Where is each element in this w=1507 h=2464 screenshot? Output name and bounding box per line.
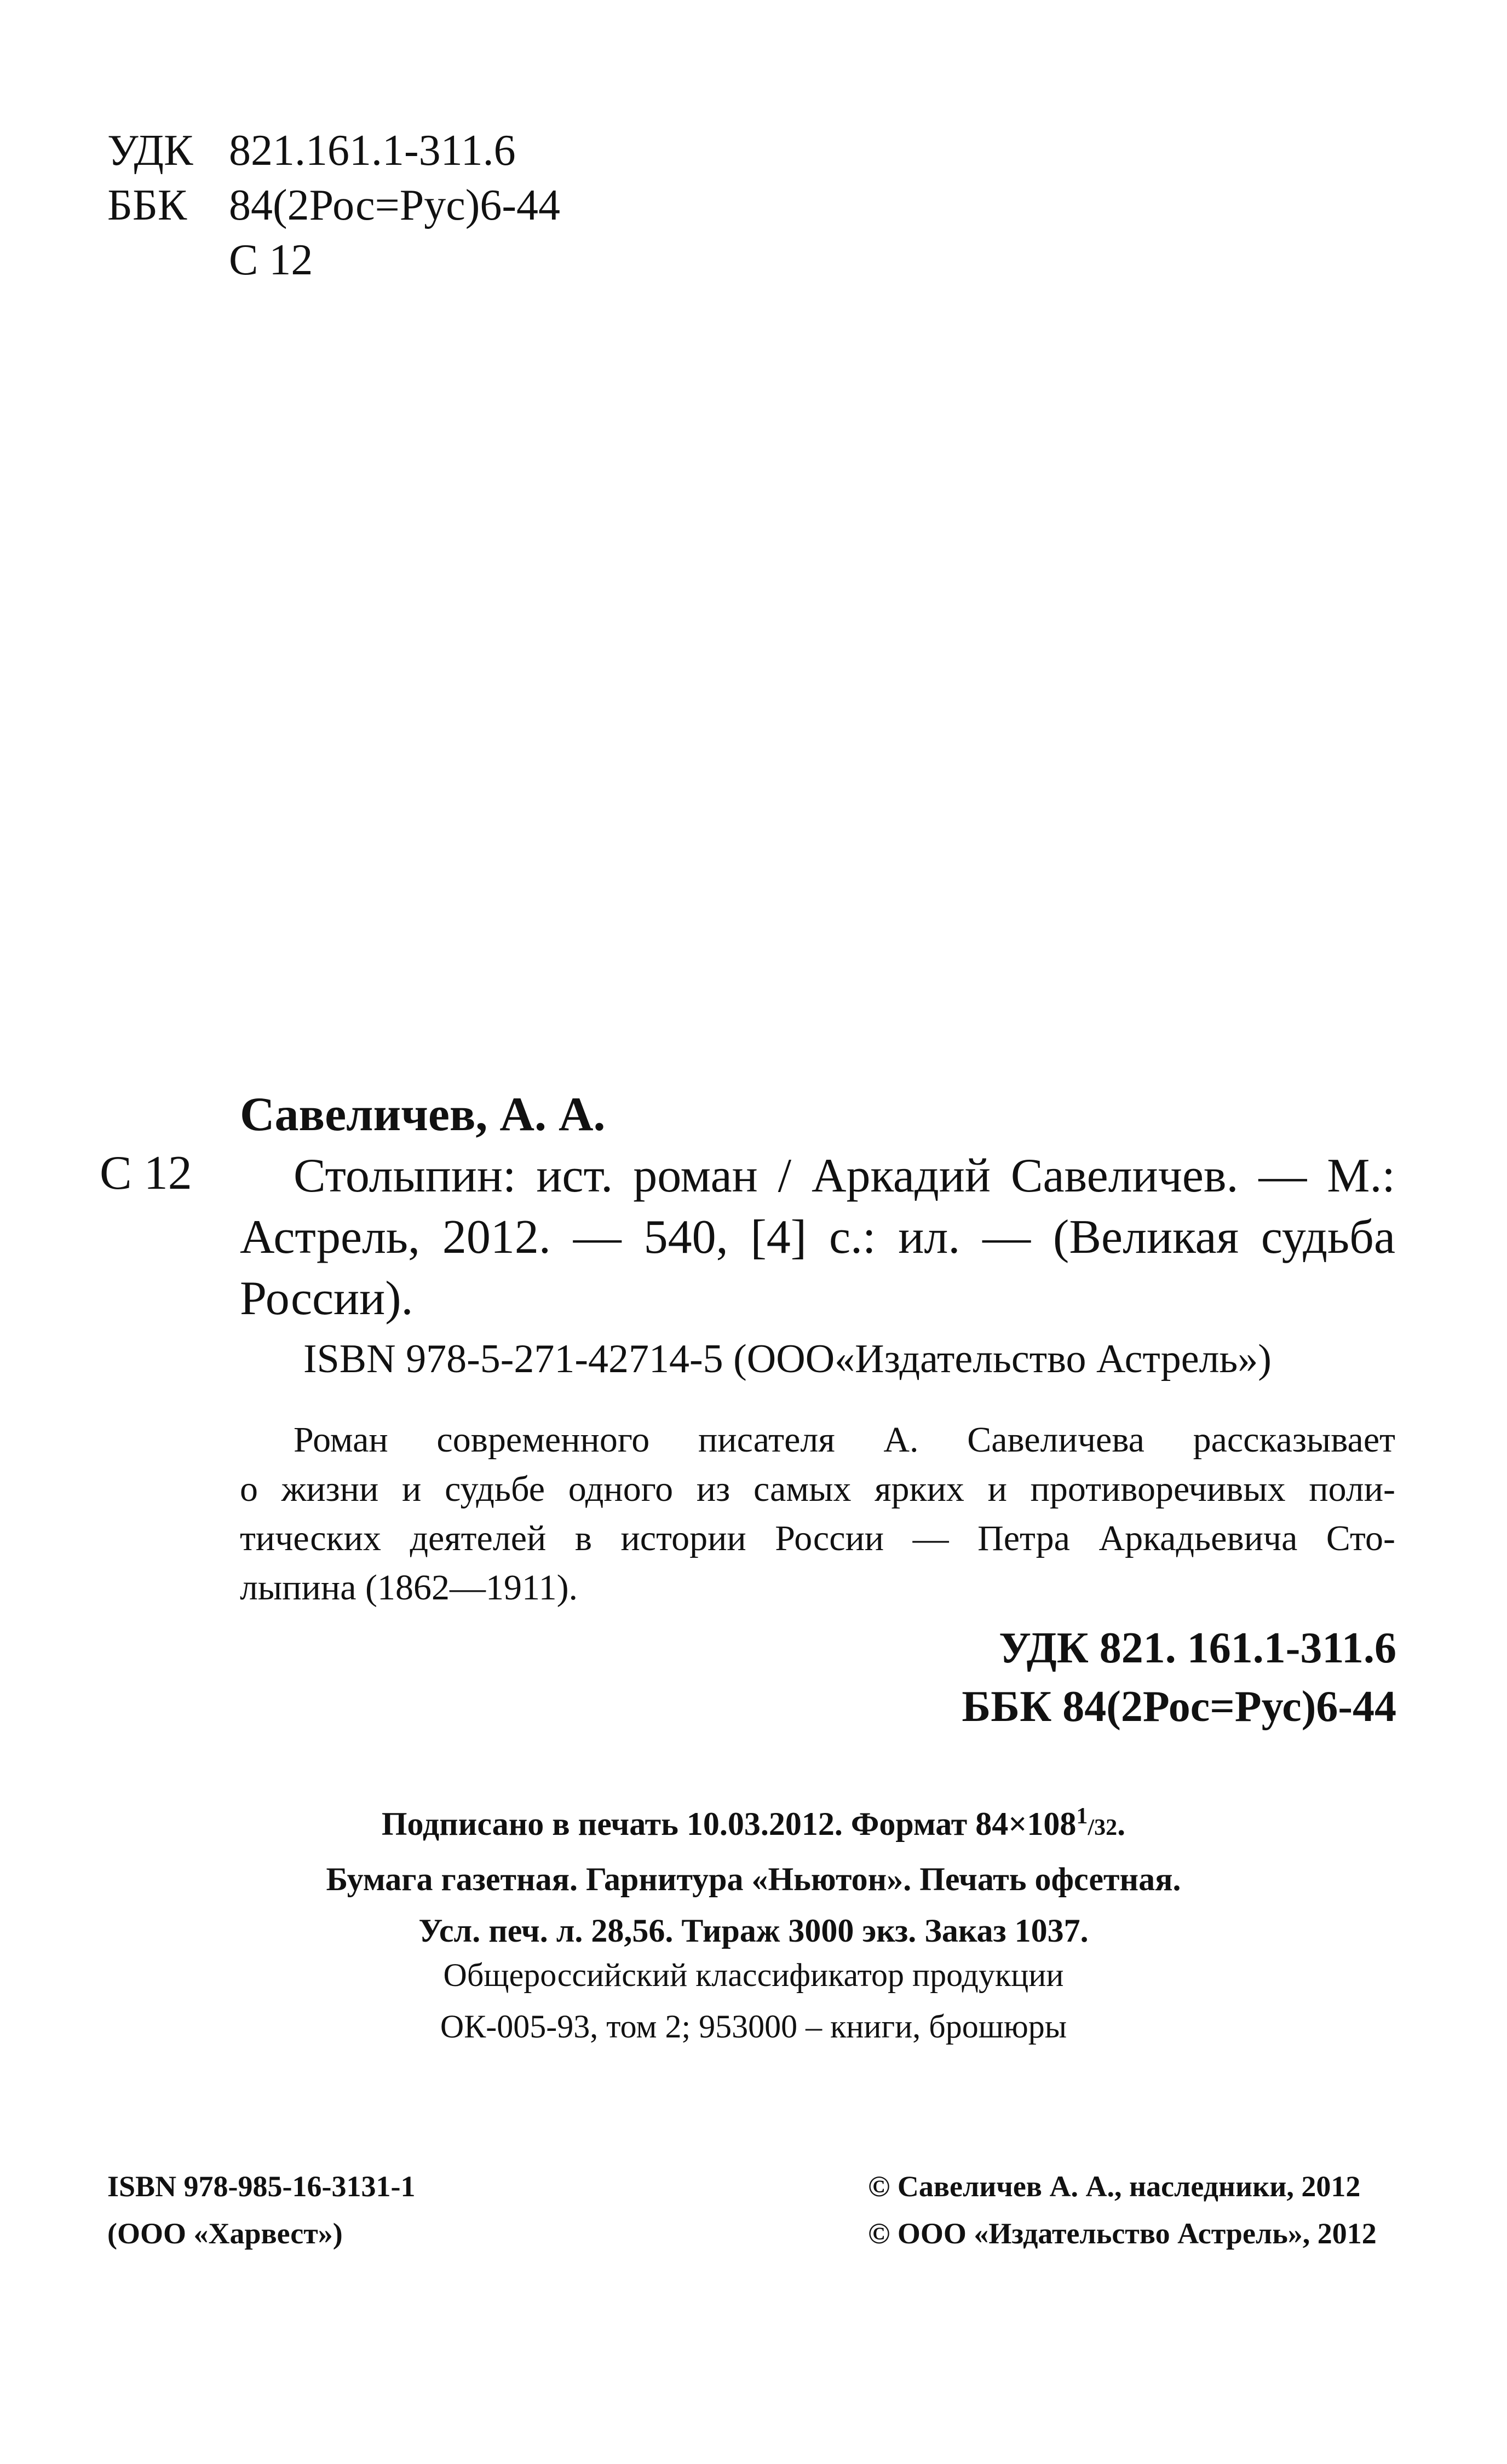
description-line: России).: [240, 1272, 413, 1325]
classifier-line-2: ОК-005-93, том 2; 953000 – книги, брошюры: [440, 2008, 1067, 2045]
format-fraction-numerator: 1: [1076, 1804, 1088, 1829]
annotation-line: лыпина (1862—1911).: [240, 1568, 578, 1608]
annotation-line: Роман современного писателя А. Савеличева рассказывает: [294, 1420, 1395, 1460]
card-description: [240, 1145, 1395, 1329]
copyright-author: © Савеличев А. А., наследники, 2012: [868, 2170, 1361, 2203]
imprint-line-2: Бумага газетная. Гарнитура «Ньютон». Печать офсетная.: [326, 1861, 1181, 1897]
card-author: Савеличев, А. А.: [240, 1088, 606, 1141]
card-isbn: ISBN 978-5-271-42714-5 (ООО«Издательство Астрель»): [303, 1337, 1272, 1381]
classifier-block: [0, 1949, 1507, 2052]
imprint-line-end: .: [1117, 1806, 1126, 1842]
annotation-line: о жизни и судьбе одного из самых ярких и противоречивых поли-: [240, 1469, 1395, 1509]
bbk-label: ББК: [107, 181, 187, 229]
bbk-value: 84(2Рос=Рус)6-44: [229, 181, 561, 229]
annotation-line: тических деятелей в истории России — Петра Аркадьевича Сто-: [240, 1518, 1395, 1558]
card-code: С 12: [100, 1147, 192, 1200]
udk-label: УДК: [107, 126, 193, 175]
imprint-block: [0, 1791, 1507, 1956]
format-fraction-denominator: /32: [1088, 1815, 1118, 1840]
footer-isbn: ISBN 978-985-16-3131-1: [107, 2170, 416, 2203]
footer-copyright-block: [868, 2163, 1377, 2257]
imprint-format-text: Подписано в печать 10.03.2012. Формат 84×108: [381, 1806, 1077, 1842]
footer-publisher: (ООО «Харвест»): [107, 2217, 343, 2250]
card-udk: УДК 821. 161.1-311.6: [999, 1624, 1396, 1672]
card-bbk: ББК 84(2Рос=Рус)6-44: [962, 1683, 1396, 1731]
imprint-line-3: Усл. печ. л. 28,56. Тираж 3000 экз. Заказ 1037.: [418, 1913, 1089, 1949]
description-line: Астрель, 2012. — 540, [4] с.: ил. — (Великая судьба: [240, 1211, 1395, 1264]
imprint-line-1: [0, 1791, 1507, 1853]
description-line: Столыпин: ист. роман / Аркадий Савеличев. — М.:: [294, 1149, 1395, 1202]
footer-isbn-block: [107, 2163, 416, 2257]
author-mark: С 12: [229, 236, 313, 284]
classifier-line-1: Общероссийский классификатор продукции: [443, 1957, 1064, 1993]
udk-value: 821.161.1-311.6: [229, 126, 516, 175]
copyright-publisher: © ООО «Издательство Астрель», 2012: [868, 2217, 1377, 2250]
card-annotation: [240, 1415, 1395, 1613]
